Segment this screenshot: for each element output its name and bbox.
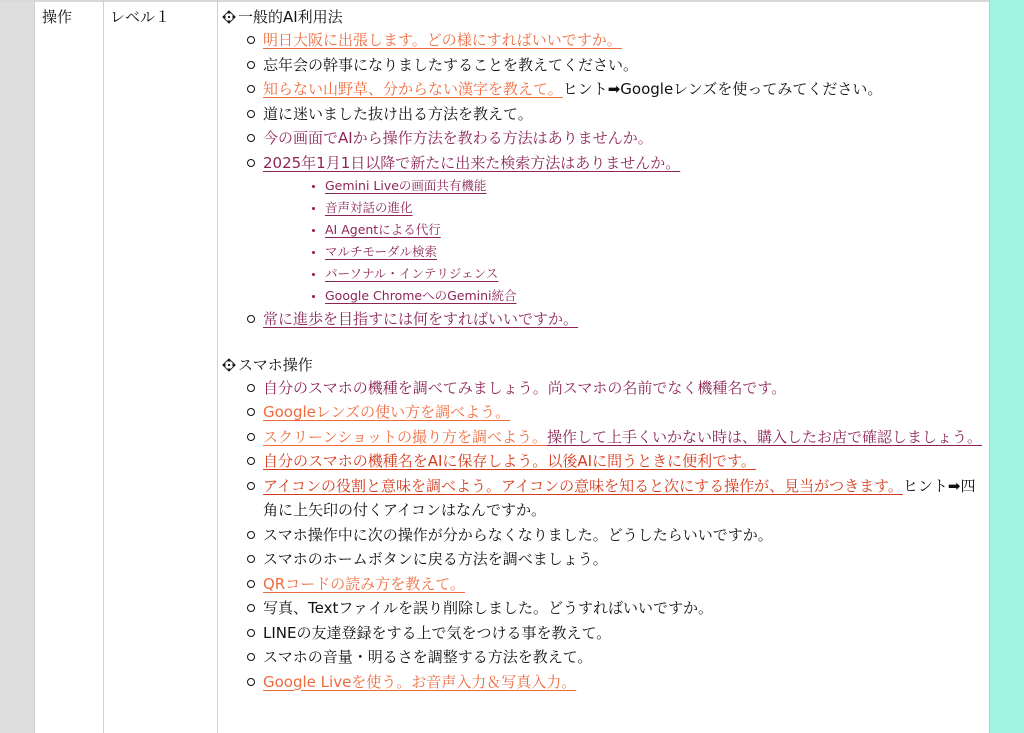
move-arrows-icon bbox=[222, 358, 236, 372]
right-gutter bbox=[989, 0, 1024, 733]
sub-list-item[interactable] bbox=[263, 175, 984, 197]
section-title-text: スマホ操作 bbox=[238, 355, 313, 374]
column-divider-1 bbox=[34, 0, 35, 733]
left-gutter bbox=[0, 0, 35, 733]
list-item[interactable] bbox=[222, 572, 984, 597]
hint-text: ヒント➡四角に上矢印の付くアイコンはなんですか。 bbox=[263, 476, 976, 519]
list-item-text: LINEの友達登録をする上で気をつける事を教えて。 bbox=[263, 623, 612, 642]
list-item-text: 写真、Textファイルを誤り削除しました。どうすればいいですか。 bbox=[263, 599, 714, 617]
section-title-text: 一般的AI利用法 bbox=[238, 8, 343, 26]
list-item-link[interactable]: Google Liveを使う。お音声入力＆写真入力。 bbox=[263, 672, 577, 691]
sub-item-link[interactable]: 音声対話の進化 bbox=[325, 200, 413, 215]
list-item-text: 自分のスマホの機種を調べてみましょう。尚スマホの名前でなく機種名です。 bbox=[263, 378, 787, 397]
list-item-text: 道に迷いました抜け出る方法を教えて。 bbox=[263, 104, 533, 123]
list-item bbox=[222, 621, 984, 646]
list-item[interactable] bbox=[222, 77, 984, 102]
column-divider-2 bbox=[103, 0, 104, 733]
list-item-text: スマホ操作中に次の操作が分からなくなりました。どうしたらいいですか。 bbox=[263, 525, 773, 544]
sub-item-link[interactable]: AI Agentによる代行 bbox=[325, 222, 441, 237]
list-item[interactable] bbox=[222, 400, 984, 425]
list-item-link[interactable]: QRコードの読み方を教えて。 bbox=[263, 574, 465, 593]
list-item[interactable] bbox=[222, 474, 984, 523]
list-item[interactable] bbox=[222, 425, 984, 450]
sub-list-item[interactable] bbox=[263, 219, 984, 241]
sub-item-link[interactable]: Gemini Liveの画面共有機能 bbox=[325, 178, 487, 193]
list-item[interactable] bbox=[222, 670, 984, 695]
list-item bbox=[222, 53, 984, 78]
list-item[interactable] bbox=[222, 28, 984, 53]
list-item bbox=[222, 376, 984, 401]
sub-list-item[interactable] bbox=[263, 197, 984, 219]
list-item-link-continued[interactable]: 操作して上手くいかない時は、購入したお店で確認しましょう。 bbox=[547, 427, 983, 446]
list-item-text: 今の画面でAIから操作方法を教わる方法はありませんか。 bbox=[263, 129, 653, 147]
sub-item-link[interactable]: パーソナル・インテリジェンス bbox=[325, 266, 499, 281]
list-item bbox=[222, 596, 984, 621]
sub-list-item[interactable] bbox=[263, 241, 984, 263]
sub-list-item[interactable] bbox=[263, 285, 984, 307]
list-item-text: スマホのホームボタンに戻る方法を調べましょう。 bbox=[263, 550, 608, 568]
list-item-link[interactable]: 自分のスマホの機種名をAIに保存しよう。以後AIに問うときに便利です。 bbox=[263, 452, 756, 470]
list-item bbox=[222, 547, 984, 572]
sub-list bbox=[263, 175, 984, 307]
list-item-link[interactable]: スクリーンショットの撮り方を調べよう。 bbox=[263, 427, 548, 446]
list-item-link[interactable]: 常に進歩を目指すには何をすればいいですか。 bbox=[263, 310, 579, 328]
smartphone-list bbox=[222, 376, 984, 695]
list-item-link[interactable]: Googleレンズの使い方を調べよう。 bbox=[263, 403, 511, 421]
list-item bbox=[222, 126, 984, 151]
section-title-general-ai bbox=[222, 6, 984, 28]
list-item-link[interactable]: 知らない山野草、分からない漢字を教えて。 bbox=[263, 80, 563, 98]
list-item[interactable] bbox=[222, 307, 984, 332]
move-arrows-icon bbox=[222, 10, 236, 24]
list-item bbox=[222, 645, 984, 670]
category-cell: 操作 bbox=[42, 8, 73, 26]
general-ai-list bbox=[222, 28, 984, 332]
list-item bbox=[222, 102, 984, 127]
column-divider-3 bbox=[217, 0, 218, 733]
list-item-text: 忘年会の幹事になりましたすることを教えてください。 bbox=[263, 55, 639, 74]
list-item-text: スマホの音量・明るさを調整する方法を教えて。 bbox=[263, 648, 593, 666]
list-item-link[interactable]: アイコンの役割と意味を調べよう。アイコンの意味を知ると次にする操作が、見当がつきます。 bbox=[263, 476, 903, 495]
list-item-link[interactable]: 明日大阪に出張します。どの様にすればいいですか。 bbox=[263, 31, 622, 49]
section-title-smartphone bbox=[222, 354, 984, 376]
list-item[interactable] bbox=[222, 151, 984, 308]
list-item-link[interactable]: 2025年1月1日以降で新たに出来た検索方法はありませんか。 bbox=[263, 153, 681, 172]
content-cell bbox=[222, 6, 984, 694]
table-top-border bbox=[0, 0, 1024, 2]
sub-item-link[interactable]: Google ChromeへのGemini統合 bbox=[325, 288, 517, 303]
sub-item-link[interactable]: マルチモーダル検索 bbox=[325, 244, 438, 259]
hint-text: ヒント➡Googleレンズを使ってみてください。 bbox=[562, 80, 883, 98]
list-item[interactable] bbox=[222, 449, 984, 474]
sub-list-item[interactable] bbox=[263, 263, 984, 285]
list-item bbox=[222, 523, 984, 548]
level-cell: レベル１ bbox=[110, 8, 171, 26]
